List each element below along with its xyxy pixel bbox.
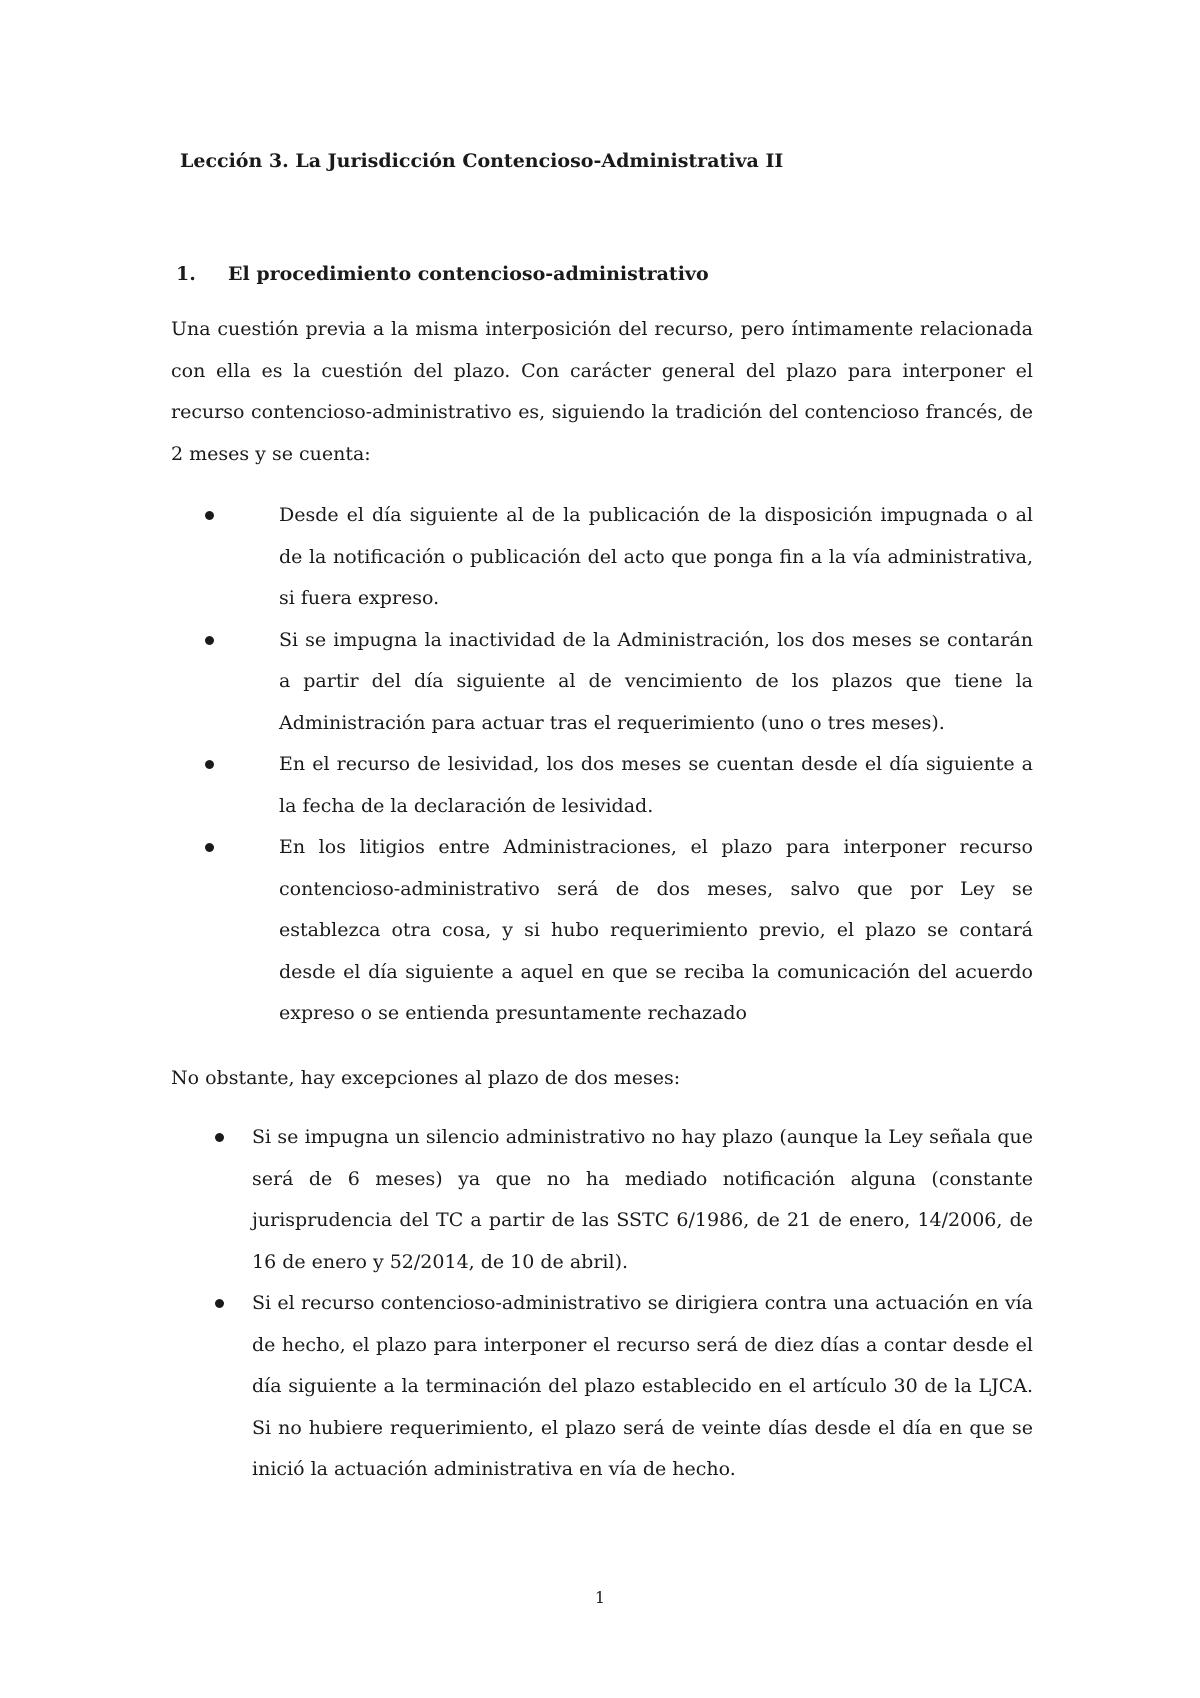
intro-paragraph: Una cuestión previa a la misma interposición del recurso, pero íntimamente relacionada con ella es la cuestión del plazo. Con carácter general del plazo para interponer el recurso contencioso-administrativo es, siguiendo la tradición del contencioso francés, de 2 meses y se cuenta: — [171, 318, 1033, 465]
section-number: 1. — [176, 263, 196, 285]
bullet-icon — [205, 636, 214, 645]
list-item-text: Si se impugna un silencio administrativo no hay plazo (aunque la Ley señala que será de 6 meses) ya que no ha mediado notificación alguna (constante jurisprudencia del TC a partir de las SSTC 6/1986, de 21 de enero, 14/2006, de 16 de enero y 52/2014, de 10 de abril). — [252, 1126, 1033, 1273]
bullet-icon — [215, 1299, 224, 1308]
list-item — [171, 1283, 1033, 1491]
list-item — [171, 744, 1033, 827]
list-item-text: Desde el día siguiente al de la publicación de la disposición impugnada o al de la notificación o publicación del acto que ponga fin a la vía administrativa, si fuera expreso. — [279, 504, 1033, 609]
list-item-text: Si se impugna la inactividad de la Administración, los dos meses se contarán a partir del día siguiente al de vencimiento de los plazos que tiene la Administración para actuar tras el requerimiento (uno o tres meses). — [279, 628, 1033, 734]
list-item-text: Si el recurso contencioso-administrativo se dirigiera contra una actuación en vía de hecho, el plazo para interponer el recurso será de diez días a contar desde el día siguiente a la terminación del plazo establecido en el artículo 30 de la LJCA. Si no hubiere requerimiento, el plazo será de veinte días desde el día en que se inició la actuación administrativa en vía de hecho. — [252, 1292, 1033, 1480]
list-item-text: En el recurso de lesividad, los dos meses se cuentan desde el día siguiente a la fecha de la declaración de lesividad. — [279, 753, 1033, 817]
bullet-icon — [205, 760, 214, 769]
document-title: Lección 3. La Jurisdicción Contencioso-Administrativa II — [180, 150, 784, 172]
list-item — [171, 1117, 1033, 1283]
list-item — [171, 827, 1033, 1035]
bullet-icon — [205, 511, 214, 520]
list-item-text: En los litigios entre Administraciones, el plazo para interponer recurso contencioso-administrativo será de dos meses, salvo que por Ley se establezca otra cosa, y si hubo requerimiento previo, el plazo se contará desde el día siguiente a aquel en que se reciba la comunicación del acuerdo expreso o se entienda presuntamente rechazado — [279, 836, 1033, 1024]
list-item — [171, 495, 1033, 620]
section-heading-text: El procedimiento contencioso-administrativo — [228, 263, 709, 285]
bullet-icon — [205, 843, 214, 852]
section-heading — [176, 259, 1056, 289]
exceptions-list — [171, 1117, 1033, 1491]
general-deadline-list — [171, 495, 1033, 1035]
bullet-icon — [215, 1133, 224, 1142]
page-number: 1 — [594, 1588, 606, 1607]
list-item — [171, 620, 1033, 745]
transition-paragraph: No obstante, hay excepciones al plazo de dos meses: — [171, 1067, 681, 1089]
